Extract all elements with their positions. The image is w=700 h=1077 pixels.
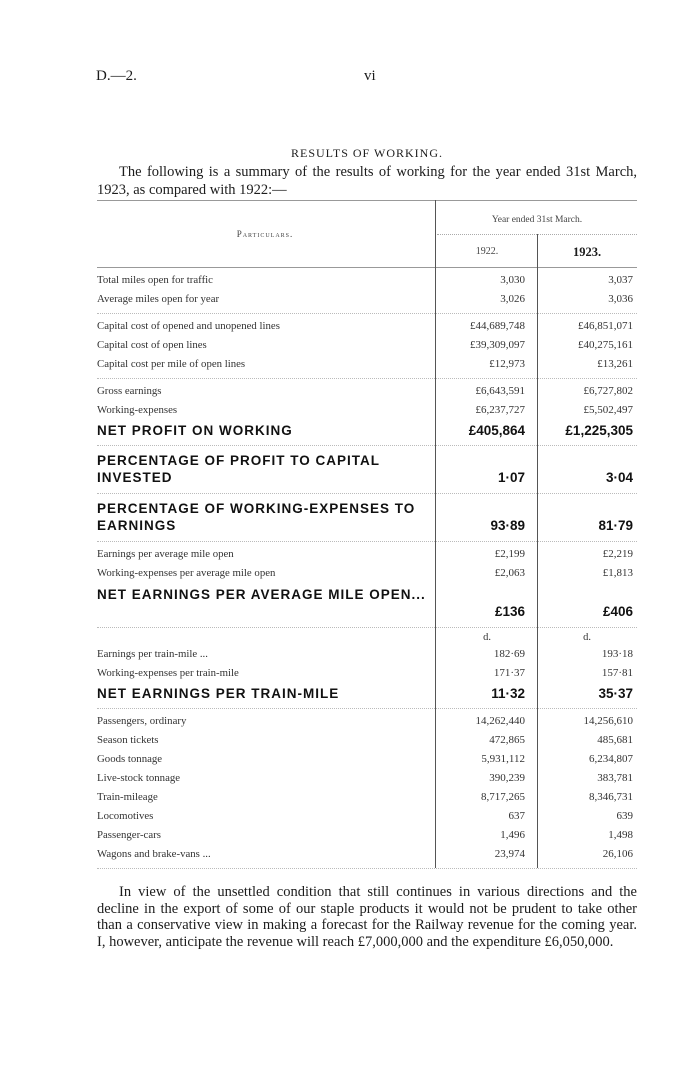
value-1923: 1,498 [608, 829, 633, 841]
value-1922: £405,864 [468, 423, 525, 438]
value-1923: d. [583, 632, 591, 643]
table-row [97, 646, 637, 665]
table-row [97, 770, 637, 789]
value-1923: 639 [616, 810, 633, 822]
table-row [97, 356, 637, 375]
value-1922: 637 [508, 810, 525, 822]
value-1922: 390,239 [489, 772, 525, 784]
table-group [97, 379, 637, 446]
value-1923: 81·79 [598, 518, 633, 533]
value-1923: £2,219 [602, 548, 633, 560]
value-1922: 8,717,265 [481, 791, 525, 803]
row-label: NET EARNINGS PER AVERAGE MILE OPEN... [97, 587, 426, 602]
value-1922: 1·07 [497, 470, 525, 485]
value-1923: £46,851,071 [578, 320, 633, 332]
column-rule-right [537, 234, 538, 868]
row-label: Goods tonnage [97, 753, 163, 765]
table-row [97, 450, 637, 490]
value-1923: £5,502,497 [583, 404, 633, 416]
year-1922-header: 1922. [475, 246, 499, 257]
value-1923: £1,225,305 [565, 423, 633, 438]
table-row [97, 383, 637, 402]
value-1922: 5,931,112 [481, 753, 525, 765]
intro-paragraph: The following is a summary of the results of working for the year ended 31st March, 1923, as compared with 1922:— [97, 164, 637, 198]
page-header [96, 68, 616, 88]
row-label: Passenger-cars [97, 829, 161, 841]
particulars-header: Particulars. [236, 229, 294, 239]
table-group [97, 268, 637, 314]
value-1923: 3,036 [608, 293, 633, 305]
table-group [97, 446, 637, 494]
table-row [97, 846, 637, 865]
table-row [97, 808, 637, 827]
value-1922: 1,496 [500, 829, 525, 841]
year-1923-header: 1923. [572, 245, 602, 259]
table-row [97, 546, 637, 565]
table-row [97, 402, 637, 421]
value-1922: 3,026 [500, 293, 525, 305]
value-1922: £44,689,748 [470, 320, 525, 332]
value-1923: £1,813 [602, 567, 633, 579]
row-label: NET EARNINGS PER TRAIN-MILE [97, 686, 340, 701]
value-1923: 8,346,731 [589, 791, 633, 803]
row-label: Train-mileage [97, 791, 158, 803]
value-1923: 3·04 [605, 470, 633, 485]
table-group [97, 628, 637, 709]
row-label: Working-expenses per average mile open [97, 567, 276, 579]
value-1922: 14,262,440 [475, 715, 525, 727]
row-label: Capital cost of open lines [97, 339, 207, 351]
value-1923: £6,727,802 [583, 385, 633, 397]
row-label: Working-expenses per train-mile [97, 667, 239, 679]
value-1922: £6,643,591 [475, 385, 525, 397]
row-label: Capital cost per mile of open lines [97, 358, 246, 370]
value-1923: 193·18 [601, 648, 633, 660]
table-row [97, 318, 637, 337]
table-row [97, 732, 637, 751]
table-row [97, 789, 637, 808]
table-row [97, 272, 637, 291]
closing-paragraph: In view of the unsettled condition that still continues in various directions and the decline in the export of some of our staple products it would not be prudent to take other than a conservative view in making a forecast for the Railway revenue for the coming year. I, however, anticipate the revenue will reach £7,000,000 and the expenditure £6,050,000. [97, 884, 637, 950]
value-1923: £406 [602, 604, 633, 619]
row-label: Total miles open for traffic [97, 274, 213, 286]
row-label: Passengers, ordinary [97, 715, 187, 727]
table-row [97, 421, 637, 442]
row-label: Live-stock tonnage [97, 772, 181, 784]
table-row [97, 337, 637, 356]
value-1922: £136 [494, 604, 525, 619]
table-row [97, 665, 637, 684]
document-reference: D.—2. [96, 68, 137, 84]
table-row [97, 827, 637, 846]
value-1922: 472,865 [489, 734, 525, 746]
column-rule-left [435, 200, 436, 868]
value-1922: £2,199 [494, 548, 525, 560]
row-label: Wagons and brake-vans ... [97, 848, 211, 860]
results-table [97, 200, 637, 869]
value-1923: 26,106 [602, 848, 633, 860]
table-body [97, 268, 637, 869]
value-1922: £39,309,097 [470, 339, 525, 351]
value-1922: 182·69 [493, 648, 525, 660]
value-1923: 157·81 [601, 667, 633, 679]
value-1923: 383,781 [597, 772, 633, 784]
row-label: PERCENTAGE OF WORKING-EXPENSES TO EARNINGS [97, 501, 416, 533]
value-1922: £12,973 [489, 358, 525, 370]
value-1922: d. [483, 632, 491, 643]
value-1923: 14,256,610 [583, 715, 633, 727]
row-label: NET PROFIT ON WORKING [97, 423, 293, 438]
table-row [97, 291, 637, 310]
row-label: Season tickets [97, 734, 159, 746]
year-ended-header: Year ended 31st March. [491, 215, 583, 225]
value-1923: £13,261 [597, 358, 633, 370]
table-group [97, 542, 637, 628]
page-number: vi [364, 68, 376, 84]
unit-row [97, 632, 637, 646]
row-label: Earnings per train-mile ... [97, 648, 208, 660]
value-1922: £2,063 [494, 567, 525, 579]
section-title: RESULTS OF WORKING. [290, 146, 444, 160]
table-row [97, 684, 637, 705]
table-row [97, 751, 637, 770]
table-row [97, 584, 637, 624]
value-1922: 11·32 [491, 686, 525, 701]
row-label: Earnings per average mile open [97, 548, 234, 560]
value-1923: 35·37 [598, 686, 633, 701]
value-1923: 3,037 [608, 274, 633, 286]
row-label: Capital cost of opened and unopened lines [97, 320, 280, 332]
row-label: Working-expenses [97, 404, 178, 416]
row-label: Locomotives [97, 810, 154, 822]
value-1922: 23,974 [494, 848, 525, 860]
table-group [97, 494, 637, 542]
table-row [97, 713, 637, 732]
row-label: Average miles open for year [97, 293, 220, 305]
value-1923: 6,234,807 [589, 753, 633, 765]
value-1923: 485,681 [597, 734, 633, 746]
value-1922: 3,030 [500, 274, 525, 286]
value-1922: 93·89 [490, 518, 525, 533]
value-1922: 171·37 [493, 667, 525, 679]
row-label: Gross earnings [97, 385, 162, 397]
table-row [97, 565, 637, 584]
table-group [97, 314, 637, 379]
table-header [97, 200, 637, 268]
table-group [97, 709, 637, 869]
value-1923: £40,275,161 [578, 339, 633, 351]
row-label: PERCENTAGE OF PROFIT TO CAPITAL INVESTED [97, 453, 380, 485]
value-1922: £6,237,727 [475, 404, 525, 416]
table-row [97, 498, 637, 538]
